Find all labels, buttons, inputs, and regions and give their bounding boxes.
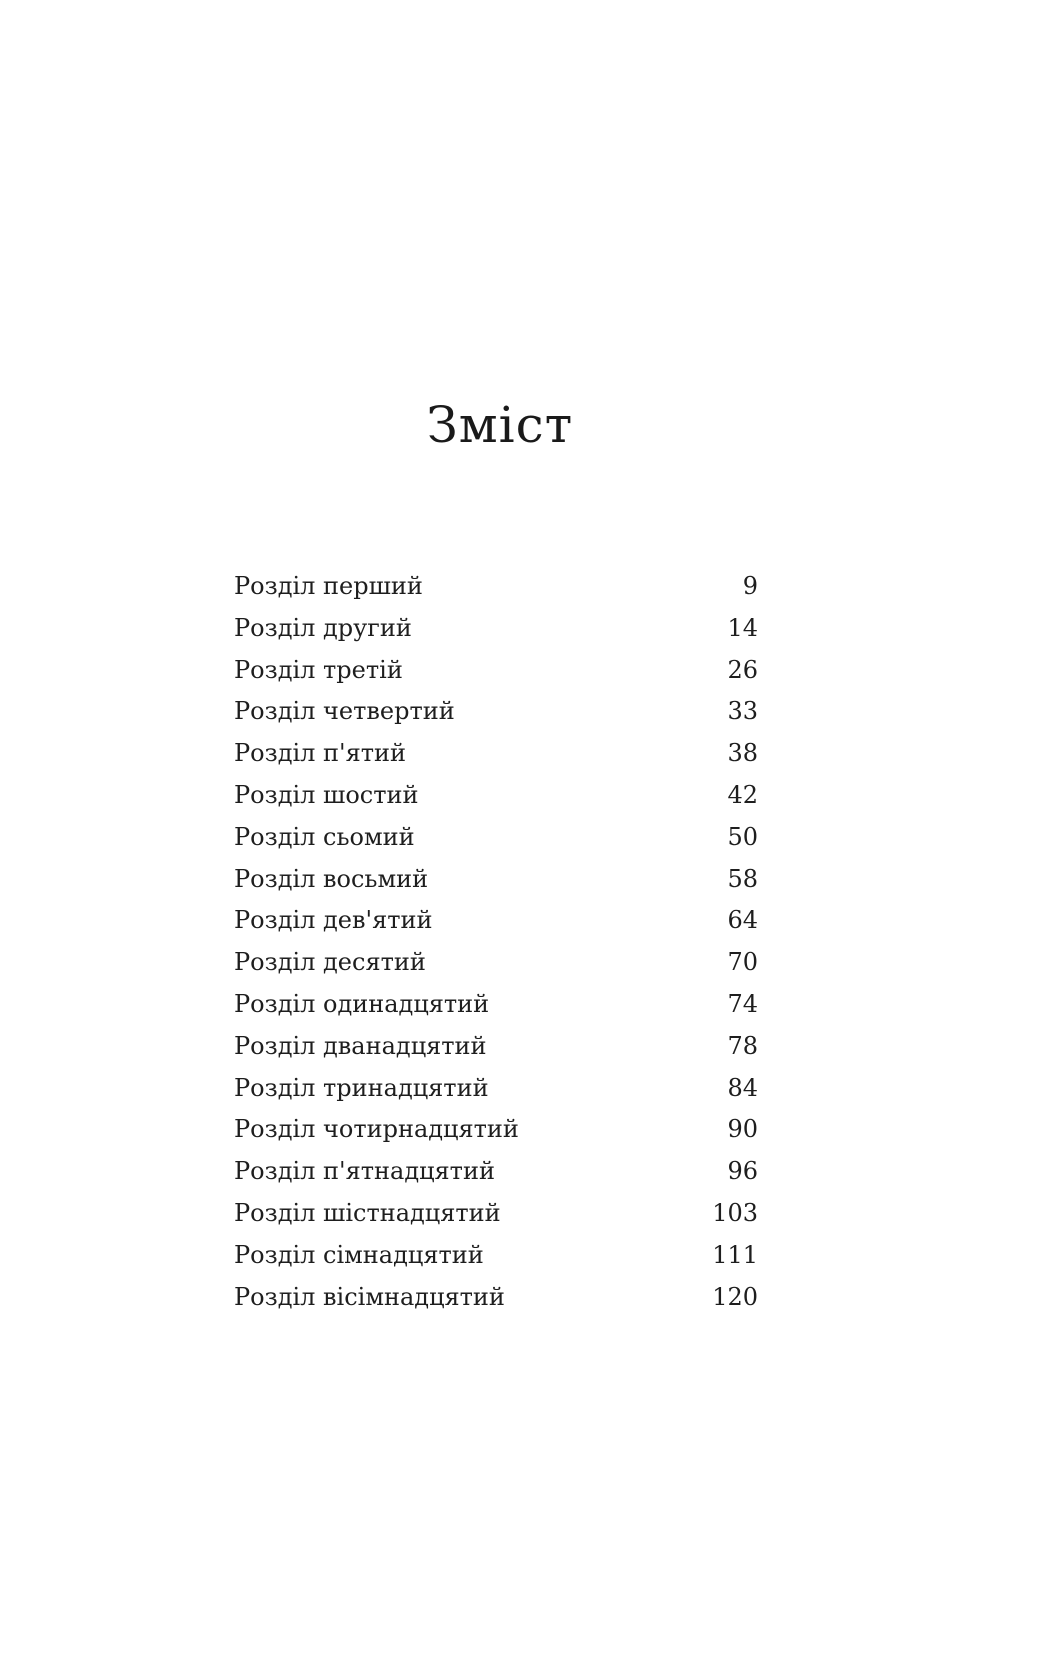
- toc-entry-page: 26: [727, 655, 758, 684]
- toc-entry: [234, 859, 758, 901]
- toc-entry-label: Розділ дванадцятий: [234, 1031, 487, 1060]
- toc-entry: [234, 1026, 758, 1068]
- toc-entry-page: 74: [727, 989, 758, 1018]
- toc-entry-label: Розділ вісімнадцятий: [234, 1282, 505, 1311]
- toc-entry-page: 58: [727, 864, 758, 893]
- toc-entry-page: 33: [727, 697, 758, 726]
- toc-entry: [234, 650, 758, 692]
- toc-entry-page: 50: [727, 822, 758, 851]
- toc-entry-label: Розділ десятий: [234, 948, 426, 977]
- toc-entry: [234, 984, 758, 1026]
- toc-entry-label: Розділ третій: [234, 655, 403, 684]
- toc-entry-page: 90: [727, 1115, 758, 1144]
- toc-entry: [234, 733, 758, 775]
- toc-entry-label: Розділ сьомий: [234, 822, 415, 851]
- toc-entry: [234, 1193, 758, 1235]
- toc-entry-page: 42: [727, 780, 758, 809]
- toc-entry-label: Розділ чотирнадцятий: [234, 1115, 519, 1144]
- toc-entry: [234, 817, 758, 859]
- toc-entry-label: Розділ восьмий: [234, 864, 429, 893]
- toc-entry-label: Розділ четвертий: [234, 697, 455, 726]
- toc-entry-page: 70: [727, 948, 758, 977]
- toc-entry-page: 9: [742, 572, 758, 600]
- toc-entry: [234, 608, 758, 650]
- toc-entry-page: 84: [727, 1073, 758, 1102]
- toc-entry: [234, 942, 758, 984]
- toc-entry-label: Розділ другий: [234, 613, 412, 642]
- toc-entry-label: Розділ перший: [234, 572, 423, 600]
- toc-entry: [234, 1151, 758, 1193]
- table-of-contents: [234, 566, 758, 1318]
- toc-entry-page: 38: [727, 739, 758, 768]
- toc-entry: [234, 1109, 758, 1151]
- toc-entry-label: Розділ шостий: [234, 780, 419, 809]
- toc-entry-page: 120: [712, 1282, 758, 1311]
- toc-entry: [234, 1068, 758, 1110]
- toc-entry-label: Розділ одинадцятий: [234, 989, 490, 1018]
- toc-entry-page: 64: [727, 906, 758, 935]
- toc-entry-label: Розділ тринадцятий: [234, 1073, 489, 1102]
- toc-entry: [234, 1235, 758, 1277]
- toc-entry: [234, 1277, 758, 1319]
- toc-entry-page: 78: [727, 1031, 758, 1060]
- toc-entry: [234, 691, 758, 733]
- page-title: Зміст: [426, 396, 574, 454]
- toc-entry: [234, 775, 758, 817]
- toc-entry-label: Розділ шістнадцятий: [234, 1198, 501, 1227]
- toc-entry-label: Розділ дев'ятий: [234, 906, 433, 935]
- toc-entry-page: 103: [712, 1198, 758, 1227]
- toc-entry-page: 111: [712, 1240, 758, 1269]
- toc-entry: [234, 566, 758, 608]
- toc-entry-label: Розділ п'ятий: [234, 739, 407, 768]
- toc-entry-label: Розділ сімнадцятий: [234, 1240, 484, 1269]
- toc-entry-page: 96: [727, 1157, 758, 1186]
- toc-entry-label: Розділ п'ятнадцятий: [234, 1157, 495, 1186]
- toc-entry-page: 14: [727, 613, 758, 642]
- toc-entry: [234, 900, 758, 942]
